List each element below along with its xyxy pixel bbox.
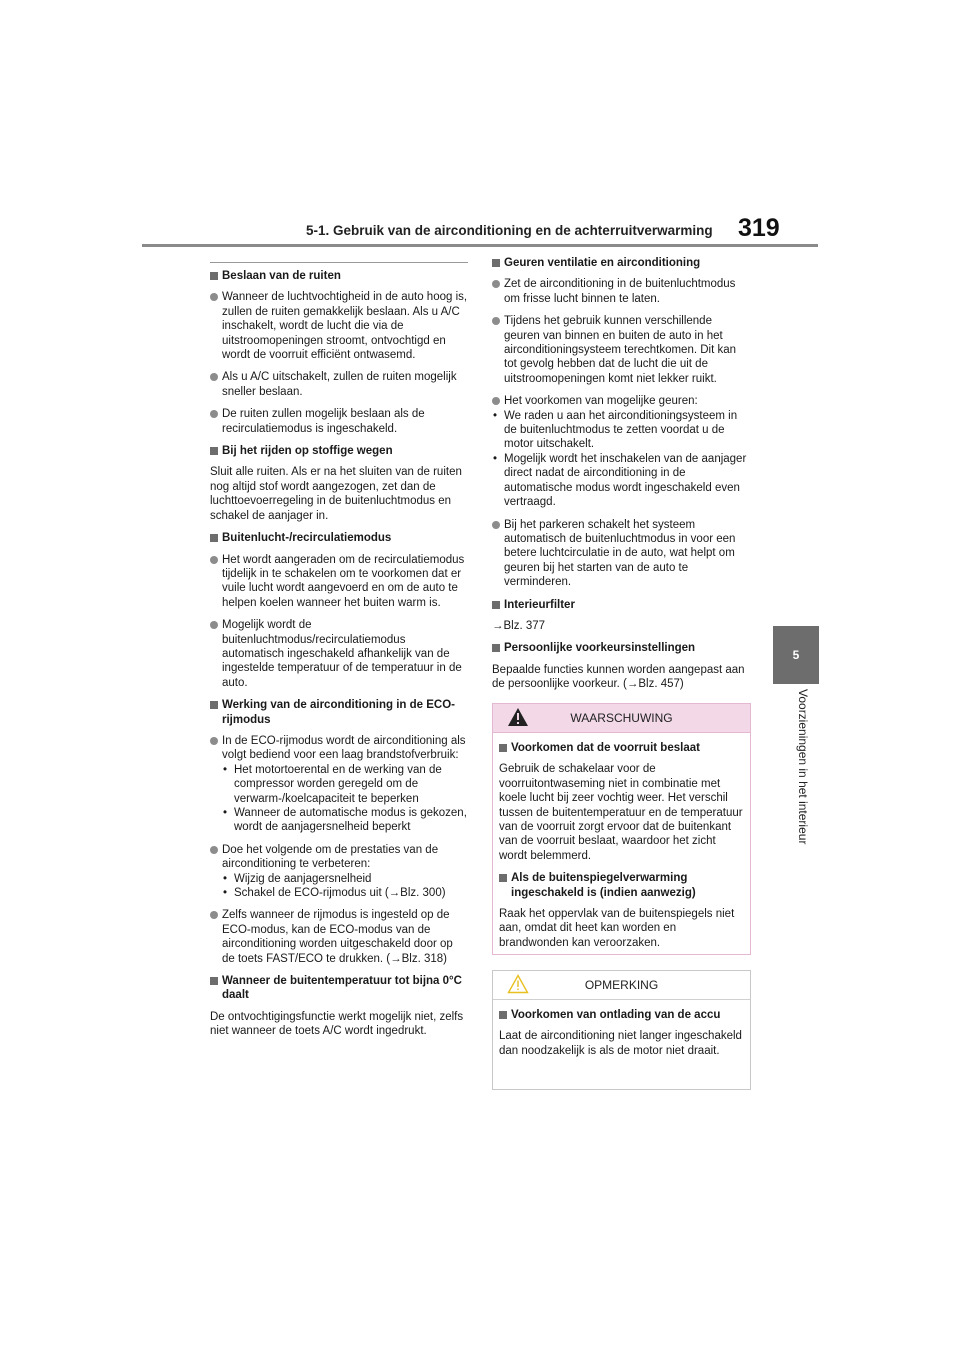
list-item-text: Het voorkomen van mogelijke geuren: (504, 395, 698, 408)
list-item (492, 394, 750, 509)
square-bullet-icon (499, 744, 507, 752)
list-item: Als u A/C uitschakelt, zullen de ruiten mogelijk sneller beslaan. (210, 370, 468, 399)
square-bullet-icon (210, 272, 218, 280)
sub-item: • Het motortoerental en de werking van de compressor worden geregeld om de verwarm-/koelcapaciteit te beperken (223, 763, 442, 805)
warning-box (492, 703, 751, 955)
square-bullet-icon (492, 259, 500, 267)
circle-bullet-icon (210, 373, 218, 381)
paragraph: Laat de airconditioning niet langer ingeschakeld dan noodzakelijk is als de motor niet draait. (499, 1030, 742, 1057)
section-heading: Beslaan van de ruiten (210, 269, 468, 283)
circle-bullet-icon (210, 911, 218, 919)
note-header (493, 971, 750, 1000)
list-item: Het wordt aangeraden om de recirculatiemodus tijdelijk in te schakelen om te voorkomen dat er vuile lucht wordt aangevoerd en om de auto te helpen koelen wanneer het buiten warm is. (210, 553, 468, 611)
circle-bullet-icon (210, 410, 218, 418)
list-item: Tijdens het gebruik kunnen verschillende geuren van binnen en buiten de auto in het airconditioningsysteem terechtkomen. Dit kan tot gevolg hebben dat de lucht die uit de uitstroomopeningen komt niet lekker ruikt. (492, 314, 750, 386)
circle-bullet-icon (210, 846, 218, 854)
square-bullet-icon (210, 977, 218, 985)
warning-header (493, 704, 750, 733)
notice-triangle-icon (507, 974, 529, 994)
section-heading: Voorkomen dat de voorruit beslaat (499, 741, 744, 755)
section-heading: Persoonlijke voorkeursinstellingen (492, 641, 750, 655)
paragraph: De ontvochtigingsfunctie werkt mogelijk niet, zelfs niet wanneer de toets A/C wordt ingedrukt. (210, 1010, 464, 1038)
section-heading: Werking van de airconditioning in de ECO-rijmodus (210, 698, 468, 727)
section-heading: Bij het rijden op stoffige wegen (210, 444, 468, 458)
header-divider (142, 244, 818, 247)
paragraph: Gebruik de schakelaar voor de voorruitontwaseming niet in combinatie met koele lucht bij zeer vochtig weer. Het verschil tussen de buitentemperatuur en de temperatuur van de voorruit zorgt ervoor dat de buitenkant van de voorruit beslaat, waardoor het zicht wordt belemmerd. (499, 763, 743, 862)
section-heading: Buitenlucht-/recirculatiemodus (210, 531, 468, 545)
sub-item: • Wijzig de aanjagersnelheid (223, 872, 372, 885)
sub-item: • Mogelijk wordt het inschakelen van de aanjager direct nadat de airconditioning in de automatische modus wordt ingeschakeld even vertraagd. (493, 452, 747, 509)
list-item-text: Doe het volgende om de prestaties van de airconditioning te verbeteren: (222, 843, 439, 871)
circle-bullet-icon (210, 621, 218, 629)
section-heading: Als de buitenspiegelverwarming ingeschakeld is (indien aanwezig) (499, 871, 744, 900)
circle-bullet-icon (492, 521, 500, 529)
list-item: De ruiten zullen mogelijk beslaan als de recirculatiemodus is ingeschakeld. (210, 407, 468, 436)
square-bullet-icon (499, 874, 507, 882)
square-bullet-icon (499, 1011, 507, 1019)
list-item: Bij het parkeren schakelt het systeem automatisch de buitenluchtmodus in voor een betere luchtcirculatie in de auto, wat helpt om geuren bij het starten van de auto te verminderen. (492, 518, 750, 590)
square-bullet-icon (492, 644, 500, 652)
list-item: Mogelijk wordt de buitenluchtmodus/recirculatiemodus automatisch ingeschakeld afhankelijk van de ingestelde temperatuur of de temperatuur in de auto. (210, 618, 468, 690)
warning-triangle-icon (507, 707, 529, 727)
list-item: Zelfs wanneer de rijmodus is ingesteld op de ECO-modus, kan de ECO-modus van de airconditioning worden uitgeschakeld door op de toets FAST/ECO te drukken. (→Blz. 318) (210, 908, 468, 966)
section-heading: Interieurfilter (492, 598, 750, 612)
chapter-label: Voorzieningen in het interieur (796, 689, 810, 845)
warning-title: WAARSCHUWING (570, 710, 673, 725)
circle-bullet-icon (210, 737, 218, 745)
page-number: 319 (738, 214, 780, 242)
paragraph: Bepaalde functies kunnen worden aangepast aan de persoonlijke voorkeur. (→Blz. 457) (492, 663, 745, 691)
left-column (210, 262, 468, 1047)
circle-bullet-icon (492, 397, 500, 405)
paragraph: Raak het oppervlak van de buitenspiegels niet aan, omdat dit heet kan worden en brandwonden kan veroorzaken. (499, 908, 735, 949)
section-heading: Geuren ventilatie en airconditioning (492, 256, 750, 270)
list-item (210, 734, 468, 835)
sub-item: • Schakel de ECO-rijmodus uit (→Blz. 300) (223, 887, 446, 900)
circle-bullet-icon (492, 280, 500, 288)
list-item (210, 843, 468, 901)
section-heading: Wanneer de buitentemperatuur tot bijna 0°C daalt (210, 974, 468, 1003)
circle-bullet-icon (492, 317, 500, 325)
list-item-text: In de ECO-rijmodus wordt de airconditioning als volgt bediend voor een laag brandstofverbruik: (222, 734, 466, 762)
section-heading: Voorkomen van ontlading van de accu (499, 1008, 744, 1022)
square-bullet-icon (492, 601, 500, 609)
note-box (492, 970, 751, 1090)
chapter-tab[interactable]: 5 (773, 626, 819, 684)
square-bullet-icon (210, 534, 218, 542)
list-item: Zet de airconditioning in de buitenluchtmodus om frisse lucht binnen te laten. (492, 277, 750, 306)
list-item: Wanneer de luchtvochtigheid in de auto hoog is, zullen de ruiten gemakkelijk beslaan. Als u A/C inschakelt, wordt de lucht die via de uitstroomopeningen stroomt, ontvochtigd en wordt de voorruit efficiënt ontwasemd. (210, 290, 468, 362)
circle-bullet-icon (210, 556, 218, 564)
right-column (492, 256, 750, 700)
page-reference-link[interactable]: →Blz. 377 (492, 619, 546, 632)
square-bullet-icon (210, 701, 218, 709)
paragraph: Sluit alle ruiten. Als er na het sluiten van de ruiten nog altijd stof wordt aangezogen, zet dan de luchttoevoerregeling in de buitenluchtmodus en schakel de aanjager in. (210, 466, 462, 522)
square-bullet-icon (210, 447, 218, 455)
circle-bullet-icon (210, 293, 218, 301)
section-title: 5-1. Gebruik van de airconditioning en de achterruitverwarming (306, 223, 713, 238)
note-title: OPMERKING (584, 977, 659, 992)
sub-item: • Wanneer de automatische modus is gekozen, wordt de aanjagersnelheid beperkt (223, 807, 467, 834)
sub-item: • We raden u aan het airconditioningsysteem in de buitenluchtmodus te zetten voordat u de motor uitschakelt. (493, 409, 738, 451)
